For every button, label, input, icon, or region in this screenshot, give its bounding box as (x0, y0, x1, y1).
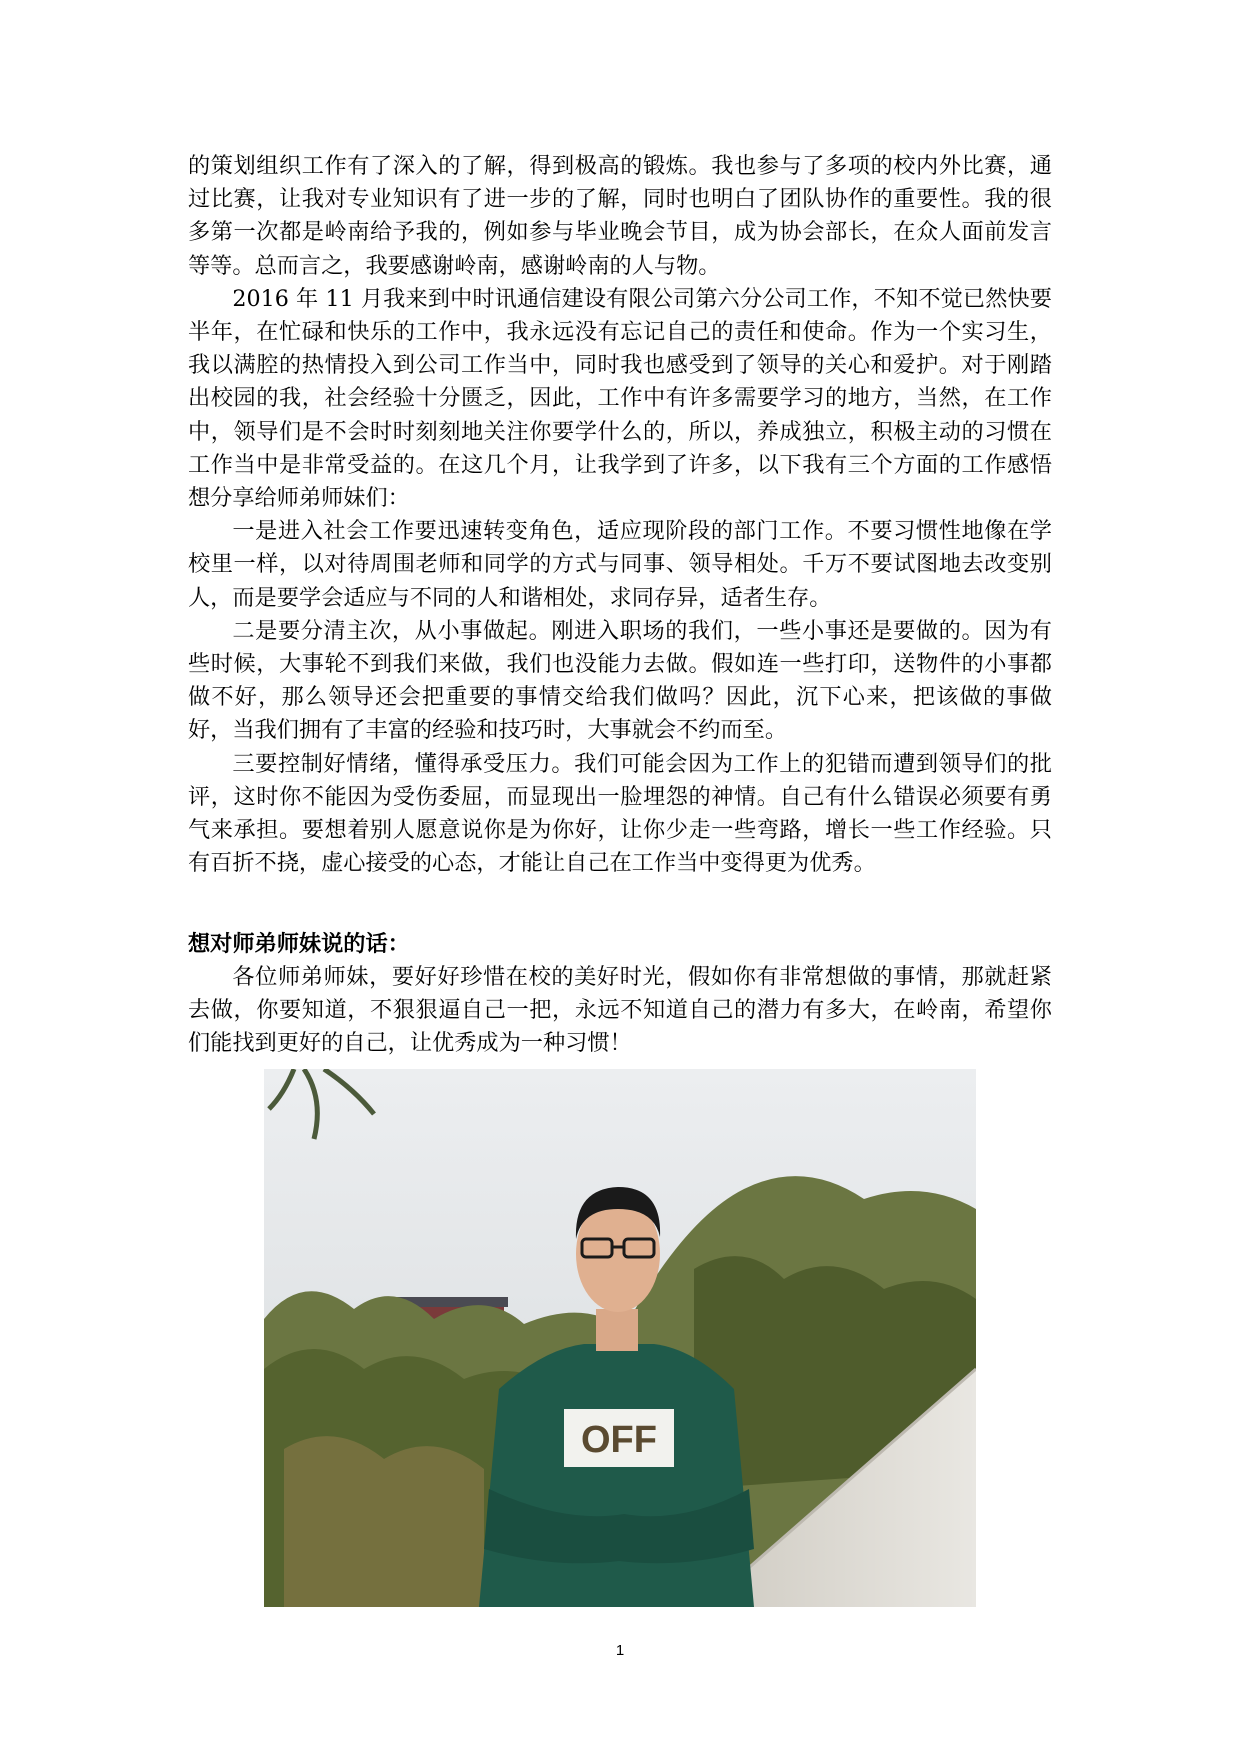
shirt-text: OFF (581, 1419, 657, 1461)
person-sweater (479, 1344, 754, 1607)
portrait-photo (264, 1069, 976, 1607)
paragraph-internship: 2016 年 11 月我来到中时讯通信建设有限公司第六分公司工作，不知不觉已然快要半年，在忙碌和快乐的工作中，我永远没有忘记自己的责任和使命。作为一个实习生，我以满腔的热情投入到公司工作当中，同时我也感受到了领导的关心和爱护。对于刚踏出校园的我，社会经验十分匮乏，因此，工作中有许多需要学习的地方，当然，在工作中，领导们是不会时时刻刻地关注你要学什么的，所以，养成独立，积极主动的习惯在工作当中是非常受益的。在这几个月，让我学到了许多，以下我有三个方面的工作感悟想分享给师弟师妹们： (188, 285, 1052, 512)
paragraph-point-two: 二是要分清主次，从小事做起。刚进入职场的我们，一些小事还是要做的。因为有些时候，大事轮不到我们来做，我们也没能力去做。假如连一些打印，送物件的小事都做不好，那么领导还会把重要的事情交给我们做吗？因此，沉下心来，把该做的事做好，当我们拥有了丰富的经验和技巧时，大事就会不约而至。 (188, 617, 1052, 744)
person-neck (596, 1309, 638, 1351)
portrait-illustration (264, 1069, 976, 1607)
body-text (188, 150, 1052, 880)
closing-text (188, 961, 1052, 1061)
paragraph-point-one: 一是进入社会工作要迅速转变角色，适应现阶段的部门工作。不要习惯性地像在学校里一样，以对待周围老师和同学的方式与同事、领导相处。千万不要试图地去改变别人，而是要学会适应与不同的人和谐相处，求同存异，适者生存。 (188, 518, 1052, 611)
page-number: 1 (615, 1642, 625, 1659)
section-heading: 想对师弟师妹说的话： (188, 931, 410, 957)
paragraph-closing: 各位师弟师妹，要好好珍惜在校的美好时光，假如你有非常想做的事情，那就赶紧去做，你要知道，不狠狠逼自己一把，永远不知道自己的潜力有多大，在岭南，希望你们能找到更好的自己，让优秀成为一种习惯！ (188, 964, 1052, 1057)
foliage-dry (284, 1436, 484, 1607)
paragraph-continuation: 的策划组织工作有了深入的了解，得到极高的锻炼。我也参与了多项的校内外比赛，通过比赛，让我对专业知识有了进一步的了解，同时也明白了团队协作的重要性。我的很多第一次都是岭南给予我的，例如参与毕业晚会节目，成为协会部长，在众人面前发言等等。总而言之，我要感谢岭南，感谢岭南的人与物。 (188, 153, 1052, 279)
paragraph-point-three: 三要控制好情绪，懂得承受压力。我们可能会因为工作上的犯错而遭到领导们的批评，这时你不能因为受伤委屈，而显现出一脸埋怨的神情。自己有什么错误必须要有勇气来承担。要想着别人愿意说你是为你好，让你少走一些弯路，增长一些工作经验。只有百折不挠，虚心接受的心态，才能让自己在工作当中变得更为优秀。 (188, 750, 1052, 877)
